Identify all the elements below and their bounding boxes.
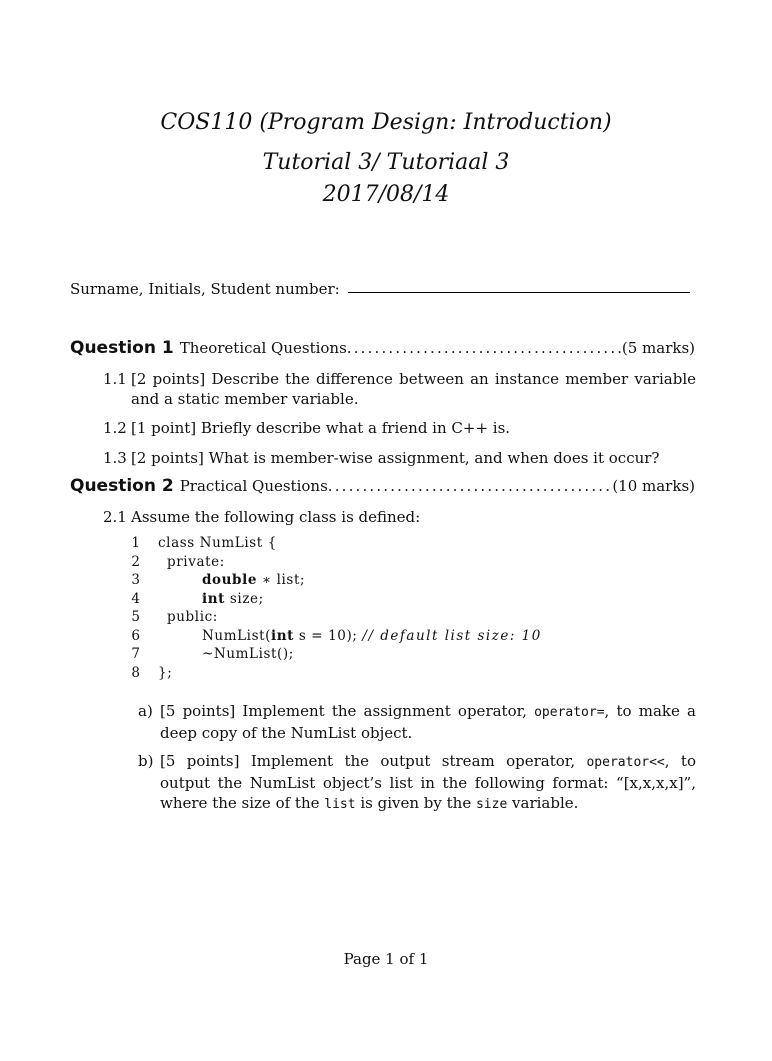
question-item-1-3 [103,448,696,468]
line-number: 6 [131,627,140,644]
item-text: [2 points] Describe the difference between an instance member variable and a static member variable. [131,370,696,408]
question-1-heading [70,338,695,358]
question-1-marks: (5 marks) [621,339,695,357]
question-1-title: Theoretical Questions [179,339,347,357]
code-text: ~NumList(); [202,646,294,662]
dot-leader [328,477,613,495]
line-number: 7 [131,646,140,662]
inline-code: operator<< [586,755,665,770]
sub-label: a) [138,702,153,720]
text-part: [5 points] Implement the assignment operator, [160,702,535,720]
code-line [128,553,542,572]
item-text: [1 point] Briefly describe what a friend in C++ is. [131,419,511,437]
sub-question-b [138,751,696,815]
question-2-title: Practical Questions [179,477,328,495]
text-part: is given by the [355,794,476,812]
code-line [128,571,542,590]
text-part: , to output the NumList object’s list in the following format: “[x,x,x,x]”, where the size of the [160,752,696,812]
text-part: variable. [507,794,579,812]
code-line [128,645,542,664]
tutorial-title: Tutorial 3/ Tutoriaal 3 [262,150,510,175]
inline-code: list [324,797,356,812]
sub-text [160,701,696,743]
code-text: }; [158,664,173,681]
sub-label: b) [138,752,154,770]
item-number: 1.2 [103,419,127,437]
sub-question-a [138,701,696,743]
student-field-label: Surname, Initials, Student number: [70,280,340,298]
item-number: 1.1 [103,370,127,388]
page-number: Page 1 of 1 [343,950,429,968]
tutorial-date: 2017/08/14 [322,182,450,207]
code-line [128,627,542,646]
code-listing [128,534,542,682]
code-text: public: [167,609,218,625]
line-number: 3 [131,572,140,588]
student-field-line[interactable] [348,292,690,293]
inline-code: size [475,797,508,812]
text-part: [5 points] Implement the output stream operator, [160,752,587,770]
code-line [128,664,542,683]
question-2-number: Question 2 [70,476,174,496]
item-number: 1.3 [103,449,127,467]
question-item-1-2 [103,418,696,438]
code-text: int size; [202,590,264,607]
line-number: 4 [131,590,140,607]
code-line [128,590,542,609]
line-number: 5 [131,609,140,625]
code-text: double ∗ list; [202,572,306,588]
code-comment: // default list size: 10 [362,627,542,644]
course-title: COS110 (Program Design: Introduction) [160,110,612,135]
sub-text [160,751,696,815]
code-line [128,534,542,553]
line-number: 1 [131,535,140,551]
code-text: private: [167,553,225,570]
code-text: class NumList { [158,535,277,551]
question-2-heading [70,476,695,496]
question-item-2-1 [103,507,696,527]
text-part: , to make a deep copy of the NumList object. [160,702,696,742]
inline-code: operator= [534,705,605,720]
line-number: 8 [131,664,140,681]
item-text: Assume the following class is defined: [131,508,421,526]
line-number: 2 [131,553,140,570]
question-1-number: Question 1 [70,338,174,358]
code-text: NumList(int s = 10); // default list size: 10 [202,627,542,644]
code-line [128,608,542,627]
dot-leader [347,339,622,357]
item-number: 2.1 [103,508,127,526]
question-2-marks: (10 marks) [612,477,695,495]
question-item-1-1 [103,369,696,409]
item-text: [2 points] What is member-wise assignment, and when does it occur? [131,449,660,467]
